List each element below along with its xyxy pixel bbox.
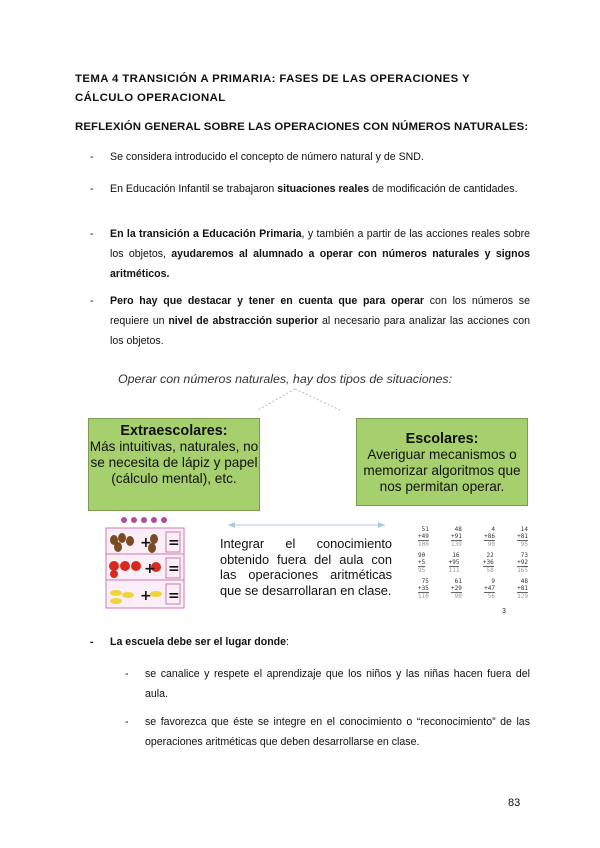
bullet-emphasis: En la transición a Educación Primaria bbox=[110, 228, 302, 240]
bullet-text: de modificación de cantidades. bbox=[369, 183, 518, 195]
extraescolares-box bbox=[88, 418, 260, 511]
arith-operand: +49 bbox=[418, 533, 429, 540]
bullet-emphasis: ayudaremos al alumnado a operar con números naturales y signos aritméticos. bbox=[110, 248, 530, 280]
arith-sum bbox=[418, 578, 429, 600]
sub-bullet-item: - se favorezca que éste se integre en el conocimiento o “reconocimiento” de las operaciones aritméticas que deben desarrollarse en clase. bbox=[125, 712, 530, 752]
arith-sum bbox=[517, 578, 528, 600]
diagram-caption: Operar con números naturales, hay dos tipos de situaciones: bbox=[118, 372, 453, 386]
escolares-text: Averiguar mecanismos o memorizar algoritmos que nos permitan operar. bbox=[363, 447, 521, 494]
arith-operand: +91 bbox=[451, 533, 462, 540]
arith-result: 139 bbox=[451, 541, 462, 548]
arith-operand: +36 bbox=[482, 559, 494, 566]
arith-operand: 9 bbox=[491, 578, 495, 585]
equals-sign: = bbox=[168, 561, 180, 577]
arrow-head-left bbox=[228, 522, 235, 528]
arith-operand: +92 bbox=[517, 559, 528, 566]
arith-result: 95 bbox=[520, 541, 528, 548]
page-title: TEMA 4 TRANSICIÓN A PRIMARIA: FASES DE LAS OPERACIONES Y CÁLCULO OPERACIONAL bbox=[75, 73, 470, 104]
plus-sign: + bbox=[144, 561, 156, 577]
arith-result: 90 bbox=[454, 593, 462, 600]
arith-result: 95 bbox=[418, 567, 426, 574]
arith-result: 111 bbox=[448, 567, 460, 574]
arith-row bbox=[418, 526, 528, 548]
decorative-border bbox=[121, 517, 167, 523]
plus-sign: + bbox=[140, 588, 152, 604]
equals-sign: = bbox=[168, 535, 180, 551]
connector-right bbox=[295, 389, 340, 410]
escolares-box bbox=[356, 418, 528, 506]
extraescolares-title: Extraescolares: bbox=[120, 423, 228, 439]
school-intro-text: La escuela debe ser el lugar donde bbox=[110, 636, 287, 648]
bullet-text: , y también a partir de las acciones reales sobre los objetos, bbox=[110, 228, 531, 260]
bullet-text: al necesario para analizar las acciones con los objetos. bbox=[110, 315, 530, 347]
bullet-text: Se considera introducido el concepto de número natural y de SND. bbox=[110, 151, 424, 163]
sub-bullet-text: se canalice y respete el aprendizaje que los niños y las niñas hacen fuera del aula. bbox=[145, 668, 530, 700]
arith-result: 56 bbox=[487, 593, 495, 600]
bullet-emphasis: situaciones reales bbox=[277, 183, 370, 195]
arith-row bbox=[418, 578, 528, 600]
arith-operand: 4 bbox=[491, 526, 495, 533]
arith-operand: +5 bbox=[418, 559, 426, 566]
bullet-text: En Educación Infantil se trabajaron bbox=[110, 183, 278, 195]
arith-result: 165 bbox=[517, 567, 528, 574]
arith-operand: 51 bbox=[421, 526, 429, 533]
sub-bullet-text: se favorezca que éste se integre en el conocimiento o “reconocimiento” de las operaciones aritméticas que deben desarrollarse en clase. bbox=[145, 716, 530, 748]
arith-sum bbox=[484, 526, 495, 548]
arith-sum bbox=[517, 526, 528, 548]
arith-operand: 75 bbox=[421, 578, 429, 585]
arith-row bbox=[418, 552, 528, 574]
arith-sum bbox=[451, 526, 462, 548]
plus-sign: + bbox=[140, 535, 152, 551]
arith-result: 110 bbox=[418, 593, 429, 600]
integration-text: Integrar el conocimiento obtenido fuera del aula con las operaciones aritméticas que se desarrollaran en clase. bbox=[220, 536, 392, 598]
arith-sum bbox=[451, 578, 462, 600]
arith-operand: 48 bbox=[520, 578, 528, 585]
escolares-title: Escolares: bbox=[405, 431, 479, 447]
connector-left bbox=[258, 389, 295, 410]
arith-result: 100 bbox=[418, 541, 429, 548]
bullet-emphasis: Pero hay que destacar y tener en cuenta que para operar bbox=[110, 295, 425, 307]
bullet-item: - Se considera introducido el concepto de número natural y de SND. bbox=[90, 147, 530, 167]
arith-operand: 22 bbox=[486, 552, 494, 559]
bullet-emphasis: nivel de abstracción superior bbox=[168, 315, 319, 327]
arith-operand: +86 bbox=[484, 533, 495, 540]
counting-illustration bbox=[104, 514, 188, 610]
page-number: 83 bbox=[508, 797, 521, 809]
arith-operand: +47 bbox=[484, 585, 495, 592]
arith-operand: 90 bbox=[418, 552, 426, 559]
extraescolares-text: Más intuitivas, naturales, no se necesita de lápiz y papel (cálculo mental), etc. bbox=[89, 439, 259, 486]
sub-bullet-item: - se canalice y respete el aprendizaje que los niños y las niñas hacen fuera del aula. bbox=[125, 664, 530, 704]
section-heading: REFLEXIÓN GENERAL SOBRE LAS OPERACIONES CON NÚMEROS NATURALES: bbox=[75, 121, 529, 133]
arith-sum bbox=[517, 552, 528, 574]
arith-operand: 14 bbox=[520, 526, 528, 533]
arith-operand: 48 bbox=[454, 526, 462, 533]
arith-operand: 16 bbox=[452, 552, 460, 559]
school-intro-colon: : bbox=[286, 636, 289, 648]
arithmetic-exercises bbox=[418, 526, 528, 604]
bullet-item: - En la transición a Educación Primaria, y también a partir de las acciones reales sobre los objetos, ayudaremos al alumnado a operar con números naturales y signos aritméticos. bbox=[90, 228, 531, 280]
arithmetic-footnote: 3 bbox=[502, 608, 506, 615]
arith-sum bbox=[484, 578, 495, 600]
bullet-text: con los números se requiere un bbox=[110, 295, 530, 327]
school-intro: - La escuela debe ser el lugar donde: bbox=[90, 636, 289, 648]
arith-sum bbox=[418, 526, 429, 548]
arith-operand: +95 bbox=[448, 559, 460, 566]
arith-result: 58 bbox=[486, 567, 494, 574]
bullet-item: - En Educación Infantil se trabajaron situaciones reales de modificación de cantidades. bbox=[90, 183, 518, 195]
arith-operand: +35 bbox=[418, 585, 429, 592]
arith-operand: +81 bbox=[517, 533, 528, 540]
arith-sum bbox=[449, 552, 460, 574]
arith-result: 129 bbox=[517, 593, 528, 600]
arith-operand: +81 bbox=[517, 585, 528, 592]
arith-sum bbox=[483, 552, 494, 574]
arith-result: 90 bbox=[487, 541, 495, 548]
arith-sum bbox=[418, 552, 425, 574]
bullet-item: - Pero hay que destacar y tener en cuenta que para operar con los números se requiere un nivel de abstracción superior al necesario para analizar las acciones con los objetos. bbox=[90, 295, 530, 347]
arith-operand: 73 bbox=[520, 552, 528, 559]
arrow-head-right bbox=[378, 522, 385, 528]
equals-sign: = bbox=[168, 588, 180, 604]
arith-operand: 61 bbox=[454, 578, 462, 585]
arith-operand: +29 bbox=[451, 585, 462, 592]
